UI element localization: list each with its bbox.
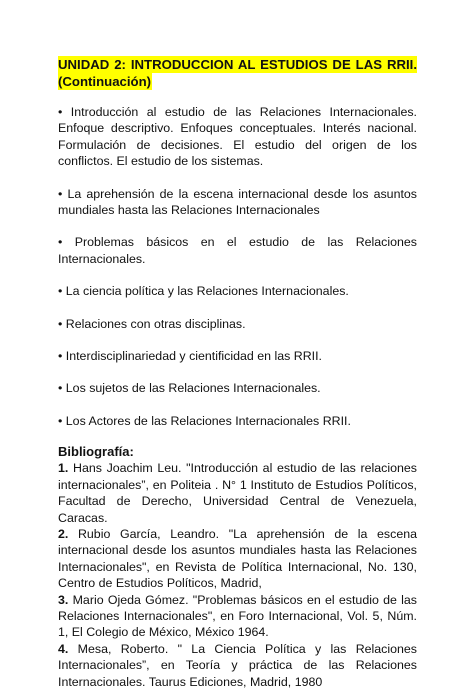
topic-item: • Los Actores de las Relaciones Internacionales RRII.: [58, 413, 351, 428]
topic-list: [58, 104, 417, 429]
bibliography-text: Rubio García, Leandro. "La aprehensión de la escena internacional desde los asuntos mundiales hasta las Relaciones Internacionales", en Revista de Política Internacional, No. 130, Centro de Estudios Políticos, Madrid,: [58, 526, 417, 591]
topic-item: • Relaciones con otras disciplinas.: [58, 316, 246, 331]
bibliography-number: 3.: [58, 592, 69, 607]
bibliography-list: [58, 460, 417, 690]
topic-item: • La aprehensión de la escena internacional desde los asuntos mundiales hasta las Relaciones Internacionales: [58, 186, 417, 218]
bibliography-text: Hans Joachim Leu. "Introducción al estudio de las relaciones internacionales”, en Politeia . N° 1 Instituto de Estudios Políticos, Facultad de Derecho, Universidad Central de Venezuela, Caracas.: [58, 461, 417, 525]
bibliography-item: [58, 641, 417, 690]
bibliography-number: 4.: [58, 641, 69, 656]
unit-heading: UNIDAD 2: INTRODUCCION AL ESTUDIOS DE LAS RRII.: [58, 57, 417, 72]
bibliography-text: Mario Ojeda Gómez. "Problemas básicos en el estudio de las Relaciones Internacionales", en Foro Internacional, Vol. 5, Núm. 1, El Colegio de México, México 1964.: [58, 592, 417, 640]
topic-item: • La ciencia política y las Relaciones Internacionales.: [58, 284, 349, 299]
topic-item: • Los sujetos de las Relaciones Internacionales.: [58, 381, 321, 396]
bibliography-number: 2.: [58, 526, 69, 541]
topic-item: • Interdisciplinariedad y cientificidad en las RRII.: [58, 349, 322, 364]
bibliography-item: [58, 460, 417, 526]
bibliography-item: [58, 592, 417, 641]
topic-item: • Problemas básicos en el estudio de las Relaciones Internacionales.: [58, 235, 417, 266]
bibliography-title: Bibliografía:: [58, 444, 134, 460]
bibliography-number: 1.: [58, 461, 69, 476]
unit-heading-continuation: (Continuación): [58, 74, 152, 89]
bibliography-item: [58, 526, 417, 592]
bibliography-text: Mesa, Roberto. " La Ciencia Política y las Relaciones Internacionales”, en Teoría y práctica de las Relaciones Internacionales. Taurus Ediciones, Madrid, 1980: [58, 641, 417, 689]
topic-item: • Introducción al estudio de las Relaciones Internacionales. Enfoque descriptivo. Enfoques conceptuales. Interés nacional. Formulación de decisiones. El estudio del origen de los conflictos. El estudio de los sistemas.: [58, 105, 417, 169]
